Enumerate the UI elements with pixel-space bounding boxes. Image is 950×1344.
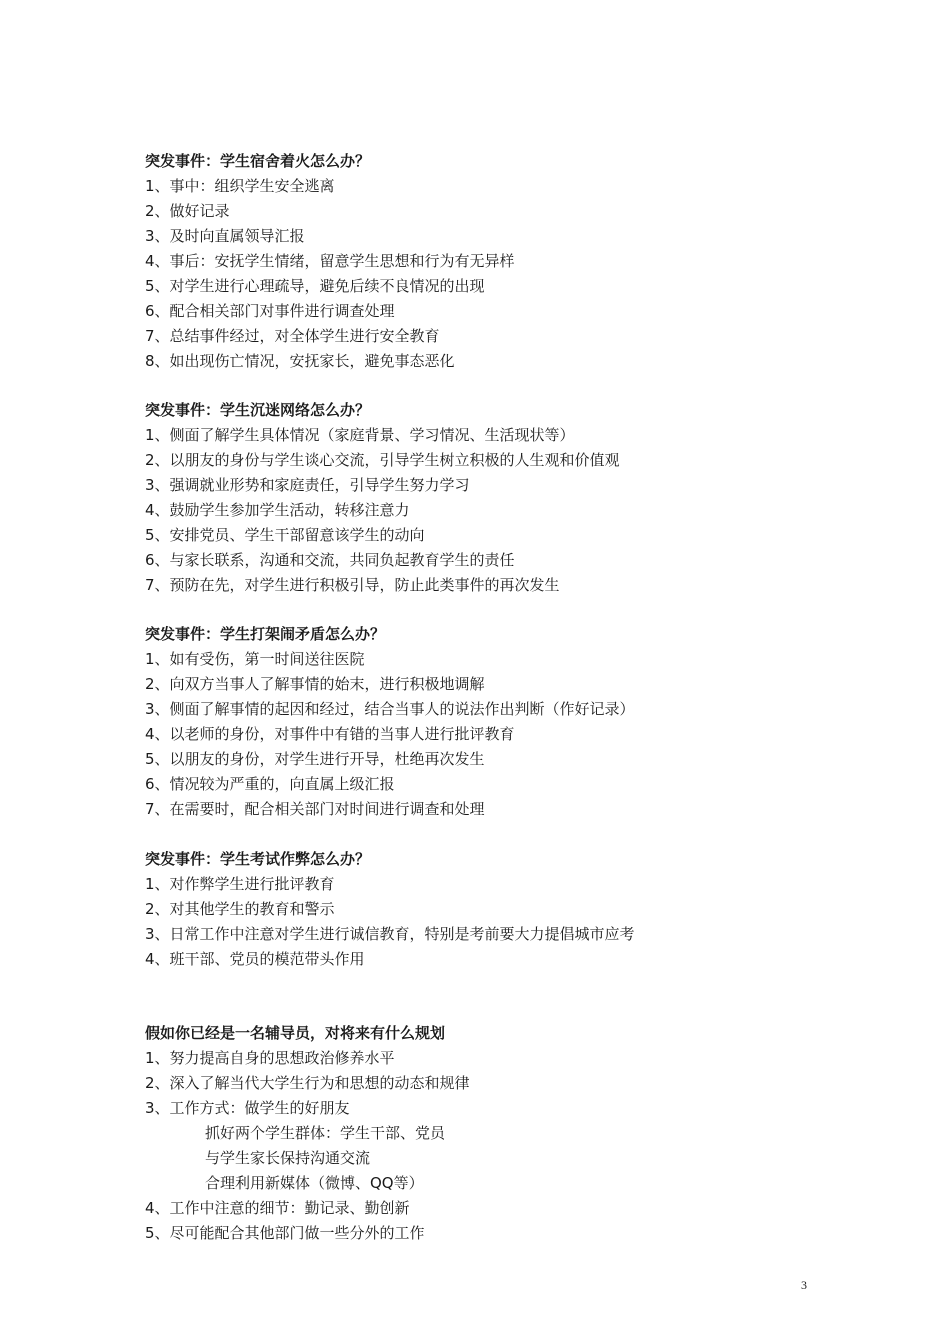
section-heading: 假如你已经是一名辅导员，对将来有什么规划 (145, 1024, 446, 1042)
list-item: 1、侧面了解学生具体情况（家庭背景、学习情况、生活现状等） (145, 426, 575, 444)
section-counselor-plan (145, 1021, 865, 1246)
list-item: 2、向双方当事人了解事情的始末，进行积极地调解 (145, 675, 485, 693)
section-student-fights (145, 622, 865, 822)
list-item: 7、预防在先，对学生进行积极引导，防止此类事件的再次发生 (145, 576, 560, 594)
list-item: 4、鼓励学生参加学生活动，转移注意力 (145, 501, 410, 519)
section-exam-cheating (145, 847, 865, 972)
list-item: 6、配合相关部门对事件进行调查处理 (145, 302, 395, 320)
section-heading: 突发事件：学生宿舍着火怎么办？ (145, 152, 371, 170)
list-item: 1、事中：组织学生安全逃离 (145, 177, 335, 195)
list-item: 5、对学生进行心理疏导，避免后续不良情况的出现 (145, 277, 485, 295)
list-item: 3、工作方式：做学生的好朋友 (145, 1099, 350, 1117)
list-item: 8、如出现伤亡情况，安抚家长，避免事态恶化 (145, 352, 455, 370)
list-item: 2、深入了解当代大学生行为和思想的动态和规律 (145, 1074, 470, 1092)
list-item: 4、事后：安抚学生情绪，留意学生思想和行为有无异样 (145, 252, 515, 270)
list-item: 6、与家长联系，沟通和交流，共同负起教育学生的责任 (145, 551, 515, 569)
list-item: 5、尽可能配合其他部门做一些分外的工作 (145, 1224, 425, 1242)
section-dorm-fire (145, 149, 865, 374)
list-item: 2、做好记录 (145, 202, 230, 220)
list-item: 3、强调就业形势和家庭责任，引导学生努力学习 (145, 476, 470, 494)
list-item: 1、如有受伤，第一时间送往医院 (145, 650, 365, 668)
list-item: 2、以朋友的身份与学生谈心交流，引导学生树立积极的人生观和价值观 (145, 451, 620, 469)
sub-list-item: 抓好两个学生群体：学生干部、党员 (205, 1124, 446, 1142)
list-item: 5、安排党员、学生干部留意该学生的动向 (145, 526, 425, 544)
list-item: 7、总结事件经过，对全体学生进行安全教育 (145, 327, 440, 345)
list-item: 7、在需要时，配合相关部门对时间进行调查和处理 (145, 800, 485, 818)
sub-list-item: 合理利用新媒体（微博、QQ等） (205, 1174, 424, 1192)
list-item: 4、工作中注意的细节：勤记录、勤创新 (145, 1199, 410, 1217)
list-item: 3、侧面了解事情的起因和经过，结合当事人的说法作出判断（作好记录） (145, 700, 635, 718)
list-item: 4、班干部、党员的模范带头作用 (145, 950, 365, 968)
list-item: 3、及时向直属领导汇报 (145, 227, 305, 245)
section-internet-addiction (145, 398, 865, 598)
list-item: 4、以老师的身份，对事件中有错的当事人进行批评教育 (145, 725, 515, 743)
page-number: 3 (801, 1278, 807, 1292)
list-item: 3、日常工作中注意对学生进行诚信教育，特别是考前要大力提倡城市应考 (145, 925, 635, 943)
list-item: 2、对其他学生的教育和警示 (145, 900, 335, 918)
list-item: 1、努力提高自身的思想政治修养水平 (145, 1049, 395, 1067)
list-item: 6、情况较为严重的，向直属上级汇报 (145, 775, 395, 793)
section-heading: 突发事件：学生考试作弊怎么办？ (145, 850, 371, 868)
section-heading: 突发事件：学生打架闹矛盾怎么办？ (145, 625, 386, 643)
list-item: 1、对作弊学生进行批评教育 (145, 875, 335, 893)
list-item: 5、以朋友的身份，对学生进行开导，杜绝再次发生 (145, 750, 485, 768)
section-heading: 突发事件：学生沉迷网络怎么办？ (145, 401, 371, 419)
sub-list-item: 与学生家长保持沟通交流 (205, 1149, 371, 1167)
